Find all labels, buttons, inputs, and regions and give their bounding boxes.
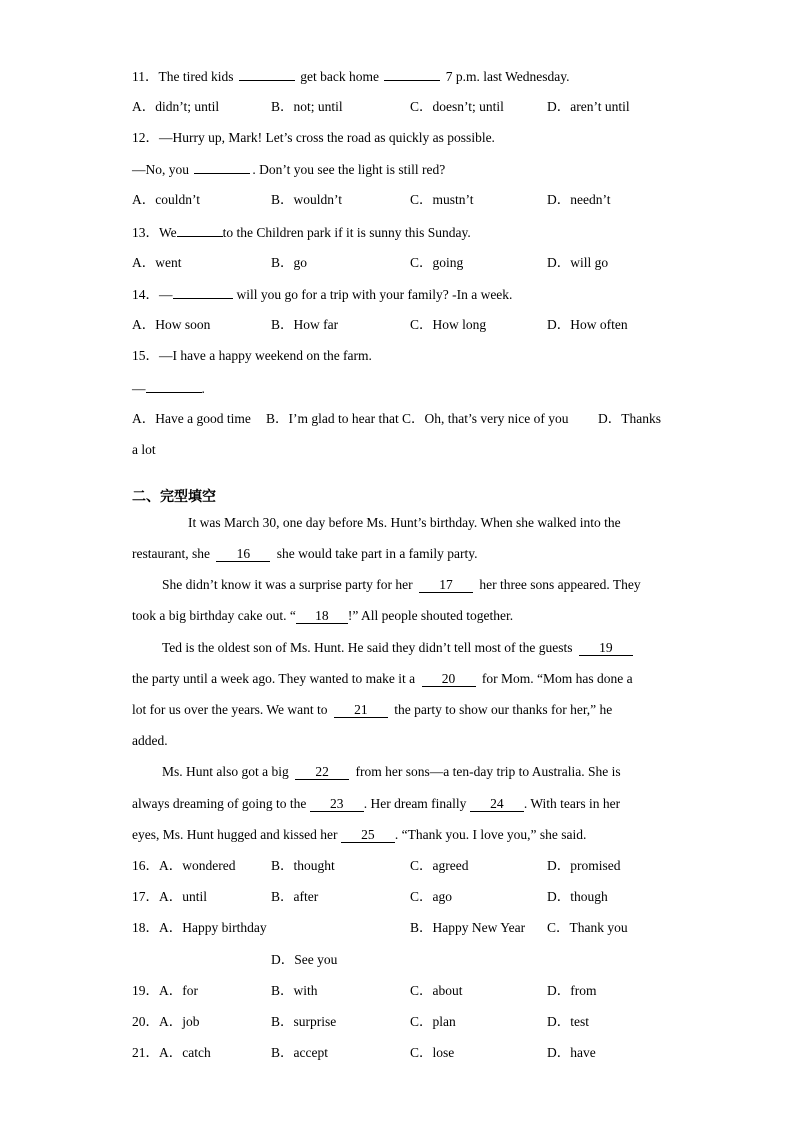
q15-option-d[interactable]: D．Thanks [598,411,661,426]
passage-text: took a big birthday cake out. “ [132,608,296,623]
q13-option-d[interactable]: D．will go [547,255,609,270]
question-11-stem [132,67,570,86]
q14-text-a: 14．— [132,287,173,302]
passage-text: . Her dream finally [363,796,467,811]
q15-reply-b: . [201,381,205,396]
passage-line [132,826,586,844]
q16-option-b[interactable]: B．thought [271,858,335,873]
q13-option-a[interactable]: A．went [132,255,182,270]
q12-reply-b: . Don’t you see the light is still red? [252,162,446,177]
passage-line [132,607,513,625]
q11-option-c[interactable]: C．doesn’t; until [410,99,504,114]
question-14-stem [132,285,512,304]
blank-20[interactable]: 20 [422,671,476,687]
passage-text: Ms. Hunt also got a big [162,764,289,779]
q18-option-b[interactable]: B．Happy New Year [410,920,526,935]
q11-text-c: 7 p.m. last Wednesday. [445,69,570,84]
passage-text: Ted is the oldest son of Ms. Hunt. He said they didn’t tell most of the guests [162,640,573,655]
passage-text: the party to show our thanks for her,” he [394,702,613,717]
q11-option-b[interactable]: B．not; until [271,99,343,114]
q17-option-a[interactable]: 17．A．until [132,889,208,904]
q14-text-b: will you go for a trip with your family? -In a week. [236,287,513,302]
q19-option-b[interactable]: B．with [271,983,318,998]
answer-blank[interactable] [173,285,233,299]
passage-line [162,763,621,781]
answer-blank[interactable] [384,67,440,81]
blank-18[interactable]: 18 [296,608,348,624]
q12-option-d[interactable]: D．needn’t [547,192,611,207]
passage-text: . “Thank you. I love you,” she said. [394,827,587,842]
q20-option-a[interactable]: 20．A．job [132,1014,200,1029]
blank-21[interactable]: 21 [334,702,388,718]
q13-text-a: 13．We [132,225,177,240]
q18-option-c[interactable]: C．Thank you [547,920,628,935]
q13-option-c[interactable]: C．going [410,255,464,270]
q12-option-b[interactable]: B．wouldn’t [271,192,343,207]
q19-option-a[interactable]: 19．A．for [132,983,198,998]
passage-text: restaurant, she [132,546,210,561]
q17-option-d[interactable]: D．though [547,889,608,904]
passage-line [132,545,478,563]
q12-option-c[interactable]: C．mustn’t [410,192,474,207]
q16-option-d[interactable]: D．promised [547,858,621,873]
question-15-stem: 15．—I have a happy weekend on the farm. [132,348,372,363]
blank-16[interactable]: 16 [216,546,270,562]
q14-option-c[interactable]: C．How long [410,317,487,332]
blank-25[interactable]: 25 [341,827,395,843]
blank-19[interactable]: 19 [579,640,633,656]
q16-option-c[interactable]: C．agreed [410,858,469,873]
section-heading: 二、完型填空 [132,489,216,505]
q19-option-d[interactable]: D．from [547,983,597,998]
q20-option-d[interactable]: D．test [547,1014,589,1029]
q11-text-a: 11．The tired kids [132,69,234,84]
q15-option-c[interactable]: C．Oh, that’s very nice of you [402,411,569,426]
passage-text: . With tears in her [523,796,621,811]
passage-text: lot for us over the years. We want to [132,702,328,717]
q21-option-c[interactable]: C．lose [410,1045,455,1060]
question-15-reply [132,379,205,398]
passage-text: her three sons appeared. They [479,577,641,592]
q17-option-b[interactable]: B．after [271,889,319,904]
q12-option-a[interactable]: A．couldn’t [132,192,200,207]
blank-23[interactable]: 23 [310,796,364,812]
passage-text: the party until a week ago. They wanted to make it a [132,671,416,686]
answer-blank[interactable] [239,67,295,81]
passage-text: always dreaming of going to the [132,796,307,811]
q15-reply-a: — [132,381,146,396]
blank-22[interactable]: 22 [295,764,349,780]
passage-line [132,701,612,719]
passage-text: She didn’t know it was a surprise party for her [162,577,413,592]
q15-option-b[interactable]: B．I’m glad to hear that [266,411,399,426]
passage-line: added. [132,733,168,748]
passage-text: she would take part in a family party. [276,546,478,561]
passage-text: !” All people shouted together. [347,608,514,623]
answer-blank[interactable] [177,223,223,237]
blank-24[interactable]: 24 [470,796,524,812]
q14-option-a[interactable]: A．How soon [132,317,211,332]
q16-option-a[interactable]: 16．A．wondered [132,858,236,873]
passage-line [162,576,641,594]
passage-text: for Mom. “Mom has done a [481,671,633,686]
q11-text-b: get back home [300,69,379,84]
blank-17[interactable]: 17 [419,577,473,593]
q13-text-b: to the Children park if it is sunny this Sunday. [222,225,471,240]
q13-option-b[interactable]: B．go [271,255,308,270]
passage-text: eyes, Ms. Hunt hugged and kissed her [132,827,338,842]
answer-blank[interactable] [146,379,202,393]
passage-line: It was March 30, one day before Ms. Hunt’s birthday. When she walked into the [188,515,621,530]
question-12-stem: 12．—Hurry up, Mark! Let’s cross the road as quickly as possible. [132,130,495,145]
passage-text: from her sons—a ten-day trip to Australia. She is [355,764,621,779]
q20-option-b[interactable]: B．surprise [271,1014,337,1029]
q21-option-b[interactable]: B．accept [271,1045,328,1060]
answer-blank[interactable] [194,160,250,174]
q14-option-b[interactable]: B．How far [271,317,339,332]
q12-reply-a: —No, you [132,162,189,177]
q19-option-c[interactable]: C．about [410,983,463,998]
q18-option-d[interactable]: D．See you [271,952,338,967]
question-13-stem [132,223,471,242]
q11-option-a[interactable]: A．didn’t; until [132,99,220,114]
passage-line [162,639,636,657]
q21-option-d[interactable]: D．have [547,1045,596,1060]
q14-option-d[interactable]: D．How often [547,317,628,332]
passage-line [132,795,620,813]
q17-option-c[interactable]: C．ago [410,889,452,904]
q15-option-a[interactable]: A．Have a good time [132,411,251,426]
q21-option-a[interactable]: 21．A．catch [132,1045,211,1060]
q18-option-a[interactable]: 18．A．Happy birthday [132,920,267,935]
passage-line [132,670,633,688]
q20-option-c[interactable]: C．plan [410,1014,456,1029]
q11-option-d[interactable]: D．aren’t until [547,99,630,114]
question-12-reply [132,160,445,179]
q15-option-d-wrap: a lot [132,442,156,457]
